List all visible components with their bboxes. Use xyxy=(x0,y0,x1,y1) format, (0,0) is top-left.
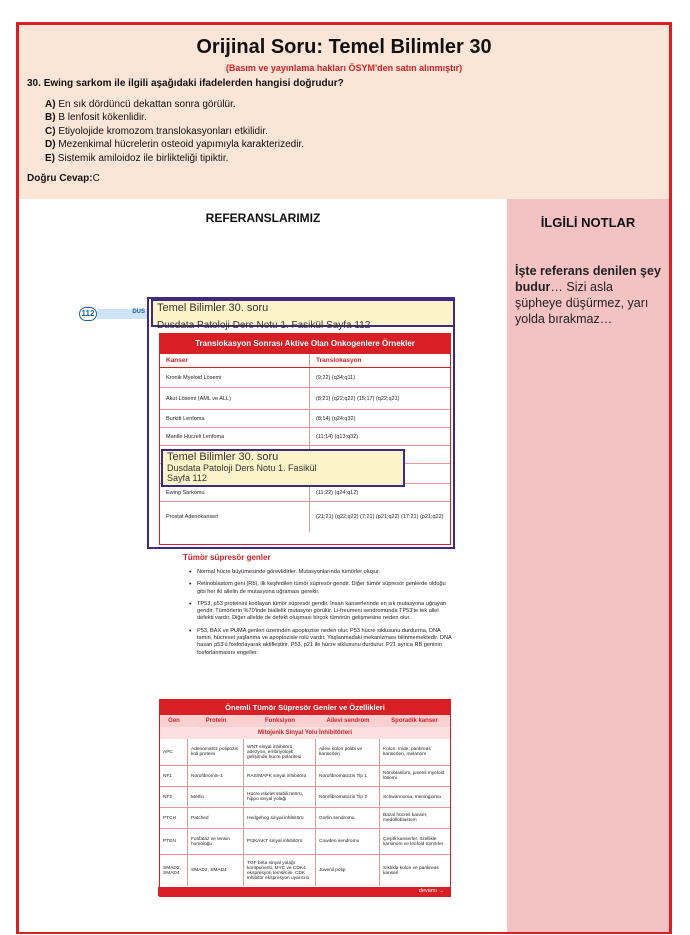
callout-page: Sayfa 112 xyxy=(167,473,207,483)
option-c: C) Etiyolojide kromozom translokasyonları etkilidir. xyxy=(45,125,268,137)
table-row: Burkitt Lenfoma (8;14) (q24;q32) xyxy=(160,410,450,428)
page-frame xyxy=(16,22,672,934)
list-item: • TP53, p53 proteinini kodlayan tümör süpresör gendir. İnsan kanserlerinde en sık mutasyona uğrayan gendir. Tümörlerin %70'inde biallelik mutasyon görülür. Li-freumeni sendromunda TP53'te tek allel defekti vardır. Diğer allelde de defekt oluşması birçok tümörün gelişmesine neden olur. xyxy=(197,601,455,623)
option-b: B) B lenfosit kökenlidir. xyxy=(45,112,147,124)
list-item: • P53, BAX ve PUMA genleri üzerinden apoptozise neden olur. P53 hücre siklusunu durdurma, DNA tamiri, hücresel yaşlanma ve apoptozisle rolü vardır. Yaşlanmadaki mekanizması bilinmemektedir. DNA hasarı p53'ü fosforlayarak aktifleştirir. P53, p21 ile hücre siklusunu durdurur. P21 ayrıca RB geninin fosforlanmasını engeller. xyxy=(197,628,455,657)
answer-label: Doğru Cevap: xyxy=(27,173,93,184)
translocation-table xyxy=(159,333,451,545)
question-number: 30. xyxy=(27,78,41,89)
callout-title: Temel Bilimler 30. soru xyxy=(157,302,269,314)
table-row: NF2 Merlin Hücre iskelet stabilizatörü, hippo sinyal yolağı Nörofibromatozis Tip 2 Schwannoma, meningioma xyxy=(160,787,450,808)
page-number-badge: 112 xyxy=(79,307,97,321)
option-d: D) Mezenkimal hücrelerin osteoid yapımıyla karakterizedir. xyxy=(45,139,305,151)
table-title: Önemli Tümör Süpresör Genler ve Özellikleri xyxy=(160,700,450,715)
list-item: • Normal hücre büyümesinde görevlidirler. Mutasyonlarında tümörler oluşur. xyxy=(197,569,455,576)
table-row: NF1 Nörofibromin-1 RAS/MAPK sinyal inhibitörü Nörofibromatozis Tip 1 Nöroblastom, juvenil myeloid lösemi xyxy=(160,766,450,787)
table-subheader: Mitojenik Sinyal Yolu İnhibitörleri xyxy=(160,727,450,739)
question-text: Ewing sarkom ile ilgili aşağıdaki ifadelerden hangisi doğrudur? xyxy=(43,78,344,89)
notes-text xyxy=(515,263,663,327)
option-a: A) En sık dördüncü dekattan sonra görülür. xyxy=(45,99,236,110)
reference-callout xyxy=(151,299,455,331)
notes-heading: İLGİLİ NOTLAR xyxy=(540,215,636,230)
table-row: Ewing Sarkomu (11;22) (q24;q12) xyxy=(160,484,450,502)
references-heading: REFERANSLARIMIZ xyxy=(205,211,321,225)
table-row: Akut Lösemi (AML ve ALL) (8;21) (q22;q22) (15;17) (q22;q21) xyxy=(160,388,450,410)
table-row: PTCH Patched Hedgehog sinyal inhibitörü Gorlin sendromu Bazal hücreli kanser, medülloblastom xyxy=(160,808,450,829)
table-header: Kanser Translokasyon xyxy=(160,354,450,368)
textbook-page xyxy=(59,273,459,895)
table-row: Mantle Hücreli Lenfoma (11;14) (q13;q32) xyxy=(160,428,450,446)
continued-label: devamı → xyxy=(158,887,450,896)
table-title: Translokasyon Sonrası Aktive Olan Onkogenlere Örnekler xyxy=(160,334,450,354)
copyright-note: (Basım ve yayınlama hakları ÖSYM'den satın alınmıştır) xyxy=(225,63,463,73)
list-item: • Retinoblastom geni (Rb), ilk keşfedilen tümör süpresör gendir. Diğer tümör süpresör genlerde olduğu gibi her iki allelin de mutasyona uğraması gerekir. xyxy=(197,581,455,596)
callout-title: Temel Bilimler 30. soru xyxy=(167,451,279,463)
tumor-suppressor-table xyxy=(159,699,451,897)
table-row: APC Adenomatöz polipozis koli proteini WNT sinyal inhibitörü, adezyon, embriyolojik gelişimde hücre polaritesi Ailevi kolon polibi ve kanserleri Kolon, mide, pankreas kanserleri, melanom xyxy=(160,739,450,766)
answer-options xyxy=(45,98,304,165)
bullet-list xyxy=(197,569,455,662)
correct-answer xyxy=(27,173,100,184)
notes-panel xyxy=(507,199,669,932)
reference-callout-overlay xyxy=(161,449,405,487)
table-row: SMAD2, SMAD4 SMAD2, SMAD4 TGF beta sinyal yolağı komponenti, MYC ve CDK4 ekspresyon temsilcisi, CDK inhibitör ekspresyon uyarıcısı Juvenil polip Sıklıkla kolon ve pankreas kanseri xyxy=(160,855,450,886)
option-e: E) Sistemik amiloidoz ile birlikteliği tipiktir. xyxy=(45,152,229,164)
answer-value: C xyxy=(92,173,100,184)
table-row: Kronik Myeloid Lösemi (9;22) (q34;q11) xyxy=(160,368,450,388)
question-stem xyxy=(27,78,344,89)
table-row: Prostat Adenokanseri (21;21) (q22;q22) (7;21) (p21;q22) (17:21) (p21;q22) xyxy=(160,502,450,532)
page-tab: DUS xyxy=(97,309,147,319)
notes-bold-text: İşte referans denilen şey budur xyxy=(515,264,661,294)
table-row: PTEN Fosfataz ve tensin homoloğu PI3K/AKT sinyal inhibitörü Cowden sendromu Çeşitli kanserler, özellikle karsinom ve lenfoid tümörler xyxy=(160,829,450,855)
table-header: Gen Protein Fonksiyon Ailevi sendrom Sporadik kanser xyxy=(160,715,450,727)
question-box xyxy=(19,25,669,199)
page-title: Orijinal Soru: Temel Bilimler 30 xyxy=(196,36,492,58)
callout-source: Dusdata Patoloji Ders Notu 1. Fasikül Sayfa 112 xyxy=(157,320,371,331)
notes-body-text: … Sizi asla şüpheye düşürmez, yarı yolda bırakmaz… xyxy=(515,280,649,326)
section-title: Tümör süpresör genler xyxy=(183,553,271,562)
callout-source: Dusdata Patoloji Ders Notu 1. Fasikül xyxy=(167,463,317,473)
